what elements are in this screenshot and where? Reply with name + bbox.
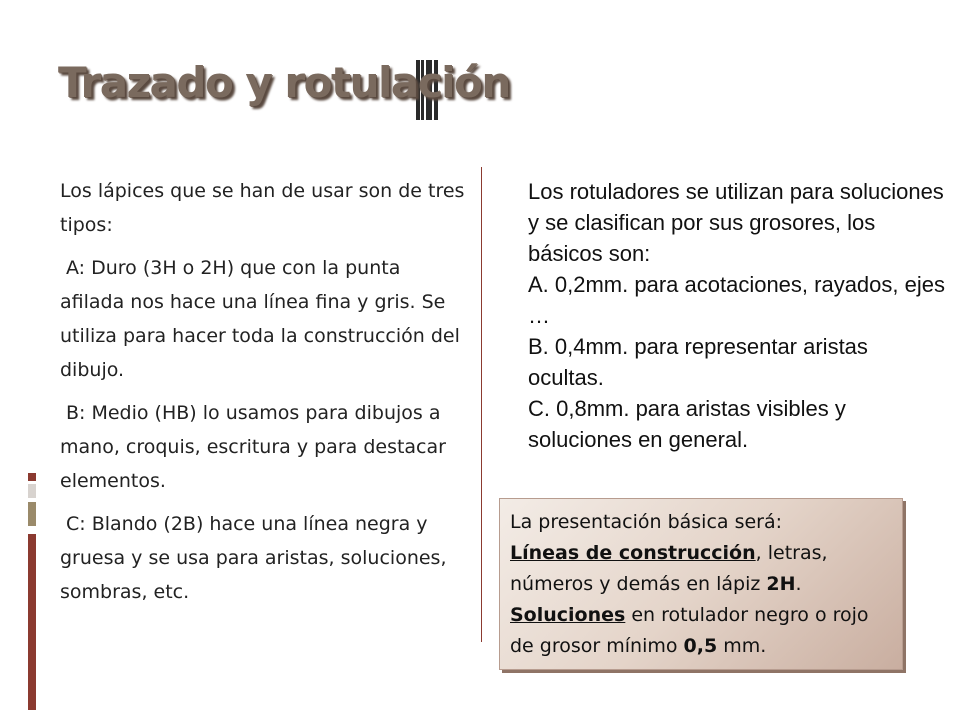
pencil-hard: A: Duro (3H o 2H) que con la punta afilada nos hace una línea fina y gris. Se utiliza para hacer toda la construcción del dibujo.	[60, 257, 460, 381]
construction-lines-label: Líneas de construcción	[510, 542, 756, 564]
markers-intro: Los rotuladores se utilizan para soluciones y se clasifican por sus grosores, los básicos son:	[528, 179, 944, 266]
presentation-box	[499, 498, 903, 670]
left-deco-square-gray	[28, 484, 36, 498]
period: .	[795, 573, 802, 595]
page-title: Trazado y rotulación	[58, 58, 510, 107]
box-heading: La presentación básica será:	[510, 511, 783, 533]
pencil-grade: 2H	[766, 573, 796, 595]
solutions-text: en rotulador negro o rojo de grosor mínimo	[510, 604, 869, 657]
pencil-soft: C: Blando (2B) hace una línea negra y gruesa y se usa para aristas, soluciones, sombras, etc.	[60, 513, 447, 603]
marker-b: B. 0,4mm. para representar aristas ocultas.	[528, 334, 868, 390]
marker-a: A. 0,2mm. para acotaciones, rayados, ejes …	[528, 272, 945, 328]
left-deco-square-red	[28, 473, 36, 481]
solutions-label: Soluciones	[510, 604, 626, 626]
pencil-medium: B: Medio (HB) lo usamos para dibujos a mano, croquis, escritura y para destacar elementos.	[60, 402, 446, 492]
pencils-text	[60, 174, 470, 618]
deco-band	[439, 60, 960, 120]
left-deco-square-olive	[28, 502, 36, 526]
thickness-unit: mm.	[717, 635, 767, 657]
column-divider	[481, 167, 482, 642]
construction-lines-text: , letras, números y demás en lápiz	[510, 542, 828, 595]
pencils-intro: Los lápices que se han de usar son de tres tipos:	[60, 180, 465, 236]
markers-text	[528, 176, 948, 455]
min-thickness: 0,5	[683, 635, 718, 657]
left-deco-bar	[28, 534, 36, 710]
marker-c: C. 0,8mm. para aristas visibles y soluciones en general.	[528, 396, 846, 452]
